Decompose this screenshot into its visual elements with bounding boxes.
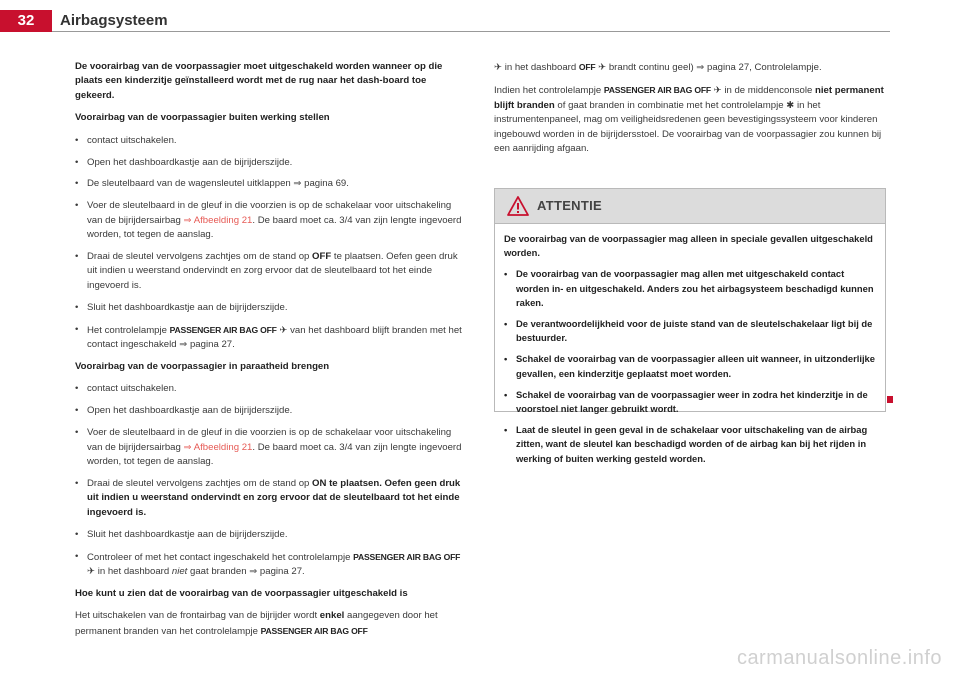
figure-link[interactable]: ⇒ Afbeelding 21 [183,214,253,226]
figure-link[interactable]: ⇒ Afbeelding 21 [183,441,253,453]
header-rule [52,31,890,32]
section-heading-deactivate: Voorairbag van de voorpassagier buiten werking stellen [75,112,330,124]
list-item: • contact uitschakelen. [75,134,463,148]
airbag-off-icon: ✈ [87,565,96,577]
warning-header [495,189,885,224]
list-item: • Sluit het dashboardkastje aan de bijrijderszijde. [75,301,463,315]
chapter-title: Airbagsysteem [60,12,168,29]
intro-paragraph: De voorairbag van de voorpassagier moet uitgeschakeld worden wanneer op die plaats een kinderzitje geïnstalleerd wordt met de rug naar het dash-board toe gekeerd. [75,61,443,101]
list-item: • Voer de sleutelbaard in de gleuf in die voorzien is op de schakelaar voor uitschakeling van de bijrijdersairbag ⇒ Afbeelding 21. De baard moet ca. 3/4 van zijn lengte ingevoerd worden, tot tegen de aanslag. [75,426,463,469]
list-item: • De verantwoordelijkheid voor de juiste stand van de sleutelschakelaar ligt bij de bestuurder. [504,317,875,345]
indicator-lamp-label: PASSENGER AIR BAG OFF [260,625,368,636]
warning-box [494,188,886,464]
section-end-marker [887,396,893,403]
watermark: carmanualsonline.info [736,647,942,669]
list-item: • Schakel de voorairbag van de voorpassagier alleen uit wanneer, in uitzonderlijke gevallen, een kinderzitje geplaatst moet worden. [504,352,875,380]
list-item: • De sleutelbaard van de wagensleutel uitklappen ⇒ pagina 69. [75,177,463,191]
list-item: • Schakel de voorairbag van de voorpassagier weer in zodra het kinderzitje in de voorstoel niet langer gebruikt wordt. [504,388,875,416]
left-column [75,60,463,647]
airbag-off-icon: ✈ [713,85,722,97]
list-item: • Laat de sleutel in geen geval in de schakelaar voor uitschakeling van de airbag zitten, want de sleutel kan beschadigd worden of de airbag kan bij het rijden in werking of buiten werking gesteld worden. [504,423,875,466]
airbag-off-icon: ✈ [494,62,503,73]
list-item: • Open het dashboardkastje aan de bijrijderszijde. [75,156,463,170]
section-heading-activate: Voorairbag van de voorpassagier in paraatheid brengen [75,361,330,372]
airbag-off-icon: ✈ [598,62,607,73]
warning-intro: De voorairbag van de voorpassagier mag alleen in speciale gevallen uitgeschakeld worden. [504,233,873,259]
indication-paragraph: Het uitschakelen van de frontairbag van de bijrijder wordt enkel aangegeven door het permanent branden van het controlelampje PASSENGER AIR BAG OFF [75,610,438,637]
list-item: • Sluit het dashboardkastje aan de bijrijderszijde. [75,528,463,542]
indicator-lamp-label: PASSENGER AIR BAG OFF [353,551,461,562]
continuation-paragraph: ✈ in het dashboard OFF ✈ brandt continu geel) ⇒ pagina 27, Controlelampje. [494,62,822,73]
warning-triangle-icon [507,196,529,216]
list-item: • Controleer of met het contact ingeschakeld het controlelampje PASSENGER AIR BAG OFF ✈ in het dashboard niet gaat branden ⇒ pagina 27. [75,550,463,580]
section-heading-indication: Hoe kunt u zien dat de voorairbag van de voorpassagier uitgeschakeld is [75,587,408,599]
airbag-warning-icon: ✱ [786,99,795,111]
indicator-lamp-label: PASSENGER AIR BAG OFF [169,324,277,335]
warning-paragraph: Indien het controlelampje PASSENGER AIR BAG OFF ✈ in de middenconsole niet permanent blijft branden of gaat branden in combinatie met het controlelampje ✱ in het instrumentenpaneel, mag om veiligheidsredenen geen bevestigingssysteem voor kinderen ingebouwd worden in de bijrijdersstoel. De voorairbag van de voorpassagier zou kunnen bij een aanrijding afgaan. [494,85,884,155]
airbag-off-icon: ✈ [279,324,288,336]
warning-body [495,224,885,466]
list-item: • Het controlelampje PASSENGER AIR BAG OFF ✈ van het dashboard blijft branden met het contact ingeschakeld ⇒ pagina 27. [75,323,463,353]
page-number: 32 [0,10,52,32]
list-item: • Draai de sleutel vervolgens zachtjes om de stand op OFF te plaatsen. Oefen geen druk uit indien u weerstand ondervindt en zorg ervoor dat de sleutelbaard tot het einde ingevoerd is. [75,250,463,293]
list-item: • Open het dashboardkastje aan de bijrijderszijde. [75,404,463,418]
right-column [494,60,884,164]
list-item: • Draai de sleutel vervolgens zachtjes om de stand op ON te plaatsen. Oefen geen druk uit indien u weerstand ondervindt en zorg ervoor dat de sleutelbaard tot het einde ingevoerd is. [75,477,463,520]
list-item: • contact uitschakelen. [75,382,463,396]
list-item: • Voer de sleutelbaard in de gleuf in die voorzien is op de schakelaar voor uitschakeling van de bijrijdersairbag ⇒ Afbeelding 21. De baard moet ca. 3/4 van zijn lengte ingevoerd worden, tot tegen de aanslag. [75,199,463,242]
page-header [0,0,960,32]
warning-title: ATTENTIE [537,198,602,213]
list-item: • De voorairbag van de voorpassagier mag allen met uitgeschakeld contact worden in- en uitgeschakeld. Anders zou het airbagsysteem beschadigd kunnen raken. [504,267,875,310]
